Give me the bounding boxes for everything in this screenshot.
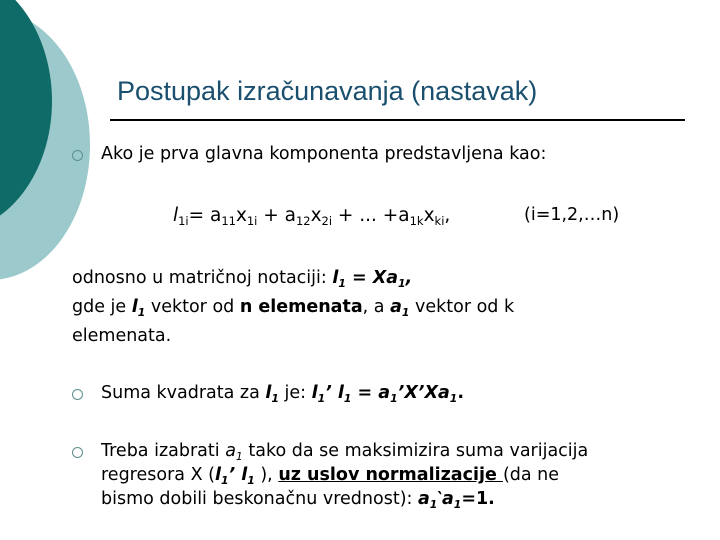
- bullet-marker-3: [72, 447, 83, 458]
- formula-range: (i=1,2,…n): [524, 205, 620, 225]
- bullet-3-line-1: Treba izabrati $a_1$ tako da se maksimizira suma varijacija: [101, 441, 589, 463]
- bullet-3-line-3: bismo dobili beskonačnu vrednost): $a_1‵a_1=1$.: [101, 489, 495, 511]
- bullet-marker-2: [72, 389, 83, 400]
- formula-line: $l_{1i}= a_{11}x_{1i} + a_{12}x_{2i}$ + ... $+a_{1k}x_{ki}$,: [173, 205, 451, 228]
- formula-l: l: [173, 205, 179, 226]
- paragraph-line-2: gde je $l_1$ vektor od n elemenata, a $a_1$ vektor od k: [72, 297, 515, 319]
- paragraph-line-3: elemenata.: [72, 326, 172, 346]
- bullet-1-text: Ako je prva glavna komponenta predstavljena kao:: [101, 144, 547, 164]
- bullet-2-text: Suma kvadrata za $l_1$ je: $l_1$’ $l_1$ = $a_1’X’Xa_1$.: [101, 383, 464, 405]
- title-underline: [110, 119, 685, 121]
- slide-title: Postupak izračunavanja (nastavak): [117, 76, 538, 106]
- bullet-3-line-2: regresora X ($l_1$’ $l_1$ ), uz uslov normalizacije (da ne: [101, 465, 560, 487]
- paragraph-line-1: odnosno u matričnoj notaciji: $l_1 = Xa_1$,: [72, 268, 413, 290]
- bullet-marker-1: [72, 150, 83, 161]
